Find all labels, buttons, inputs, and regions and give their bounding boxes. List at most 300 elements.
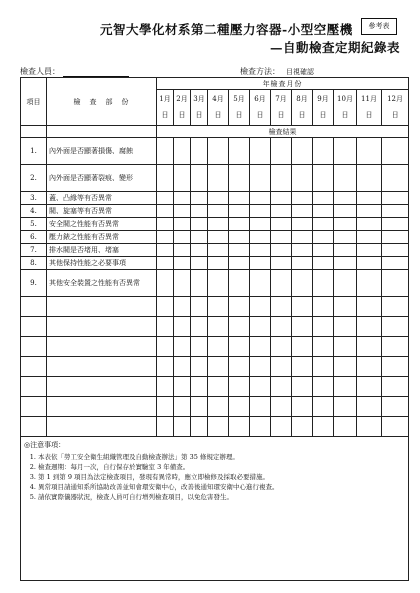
- note-item: 3. 第 1 到第 9 項目為法定檢查項目，發現有異常時，應立即檢修及採取必要措施。: [38, 472, 408, 482]
- method-field: [240, 66, 314, 77]
- item-description: [47, 297, 157, 317]
- result-cell[interactable]: [157, 231, 174, 244]
- month-header-2: [174, 90, 191, 126]
- result-cell[interactable]: [229, 337, 250, 357]
- day-unit-label: 日: [235, 110, 243, 119]
- result-cell[interactable]: [208, 297, 229, 317]
- result-cell[interactable]: [191, 257, 208, 270]
- result-cell[interactable]: [271, 417, 292, 437]
- item-number: [21, 417, 47, 437]
- results-label: 檢查結果: [157, 126, 409, 138]
- result-cell[interactable]: [191, 192, 208, 205]
- notes-title: ◎注意事項：: [24, 441, 66, 449]
- col-header-months-title: 年檢查月份: [157, 78, 409, 90]
- result-cell[interactable]: [250, 417, 271, 437]
- result-cell[interactable]: [313, 257, 334, 270]
- result-cell[interactable]: [382, 270, 409, 297]
- month-header-8: [292, 90, 313, 126]
- result-cell[interactable]: [229, 270, 250, 297]
- result-cell[interactable]: [334, 165, 357, 192]
- day-unit-label: 日: [319, 110, 327, 119]
- table-row: [21, 257, 409, 270]
- result-cell[interactable]: [157, 218, 174, 231]
- result-cell[interactable]: [357, 270, 382, 297]
- result-cell[interactable]: [271, 192, 292, 205]
- item-number: 2.: [21, 165, 47, 192]
- reference-badge: 參考表: [361, 18, 397, 35]
- blank-row: [21, 357, 409, 377]
- result-cell[interactable]: [313, 165, 334, 192]
- result-cell[interactable]: [191, 205, 208, 218]
- result-cell[interactable]: [250, 357, 271, 377]
- item-description: 內外面是否顯著損傷、腐蝕: [47, 138, 157, 165]
- item-number: 5.: [21, 218, 47, 231]
- result-cell[interactable]: [174, 377, 191, 397]
- result-cell[interactable]: [271, 337, 292, 357]
- result-cell[interactable]: [357, 138, 382, 165]
- item-number: [21, 317, 47, 337]
- blank-row: [21, 337, 409, 357]
- item-description: [47, 397, 157, 417]
- result-cell[interactable]: [313, 377, 334, 397]
- result-cell[interactable]: [357, 397, 382, 417]
- result-cell[interactable]: [357, 377, 382, 397]
- day-unit-label: 日: [214, 110, 222, 119]
- result-cell[interactable]: [174, 205, 191, 218]
- result-cell[interactable]: [229, 257, 250, 270]
- item-number: 6.: [21, 231, 47, 244]
- result-cell[interactable]: [250, 397, 271, 417]
- result-cell[interactable]: [357, 165, 382, 192]
- month-header-11: [357, 90, 382, 126]
- month-label: 6月: [254, 94, 266, 103]
- result-cell[interactable]: [357, 357, 382, 377]
- inspector-label: 檢查人員：: [20, 67, 60, 76]
- day-unit-label: 日: [277, 110, 285, 119]
- result-cell[interactable]: [334, 357, 357, 377]
- result-cell[interactable]: [313, 192, 334, 205]
- result-cell[interactable]: [250, 231, 271, 244]
- result-cell[interactable]: [250, 138, 271, 165]
- result-cell[interactable]: [174, 244, 191, 257]
- inspector-field: [20, 66, 129, 77]
- result-cell[interactable]: [229, 297, 250, 317]
- day-unit-label: 日: [365, 110, 373, 119]
- month-label: 8月: [296, 94, 308, 103]
- result-cell[interactable]: [313, 337, 334, 357]
- table-row: [21, 205, 409, 218]
- result-cell[interactable]: [382, 337, 409, 357]
- note-item: 2. 檢查週期：每月一次，自行保存於實驗室 3 年備查。: [38, 462, 408, 472]
- result-cell[interactable]: [174, 218, 191, 231]
- result-cell[interactable]: [271, 218, 292, 231]
- result-cell[interactable]: [229, 205, 250, 218]
- month-header-9: [313, 90, 334, 126]
- result-cell[interactable]: [157, 297, 174, 317]
- item-description: 閥、旋塞等有否異常: [47, 205, 157, 218]
- result-cell[interactable]: [250, 297, 271, 317]
- result-cell[interactable]: [271, 377, 292, 397]
- result-cell[interactable]: [250, 244, 271, 257]
- result-cell[interactable]: [157, 417, 174, 437]
- result-cell[interactable]: [157, 357, 174, 377]
- result-cell[interactable]: [174, 297, 191, 317]
- result-cell[interactable]: [250, 337, 271, 357]
- result-cell[interactable]: [250, 218, 271, 231]
- item-number: 1.: [21, 138, 47, 165]
- result-cell[interactable]: [271, 231, 292, 244]
- result-cell[interactable]: [229, 357, 250, 377]
- result-cell[interactable]: [334, 337, 357, 357]
- result-cell[interactable]: [191, 165, 208, 192]
- month-label: 3月: [193, 94, 205, 103]
- result-cell[interactable]: [157, 270, 174, 297]
- note-item: 5. 請依實際儀器狀況，檢查人員可自行增列檢查項目，以免危害發生。: [38, 492, 408, 502]
- result-cell[interactable]: [191, 337, 208, 357]
- table-row: [21, 231, 409, 244]
- item-number: [21, 397, 47, 417]
- item-description: [47, 417, 157, 437]
- item-description: 其他保持性能之必要事項: [47, 257, 157, 270]
- result-cell[interactable]: [292, 257, 313, 270]
- result-cell[interactable]: [174, 397, 191, 417]
- table-row: [21, 192, 409, 205]
- result-cell[interactable]: [334, 417, 357, 437]
- result-cell[interactable]: [208, 357, 229, 377]
- result-cell[interactable]: [174, 192, 191, 205]
- results-blank-item: [21, 126, 47, 138]
- result-cell[interactable]: [292, 357, 313, 377]
- item-description: [47, 337, 157, 357]
- item-description: 內外面是否顯著裂痕、變形: [47, 165, 157, 192]
- result-cell[interactable]: [382, 317, 409, 337]
- month-header-1: [157, 90, 174, 126]
- result-cell[interactable]: [357, 257, 382, 270]
- result-cell[interactable]: [313, 205, 334, 218]
- result-cell[interactable]: [229, 397, 250, 417]
- blank-row: [21, 297, 409, 317]
- month-label: 12月: [387, 94, 404, 103]
- result-cell[interactable]: [229, 244, 250, 257]
- result-cell[interactable]: [271, 397, 292, 417]
- result-cell[interactable]: [382, 231, 409, 244]
- result-cell[interactable]: [208, 270, 229, 297]
- blank-row: [21, 377, 409, 397]
- result-cell[interactable]: [357, 244, 382, 257]
- result-cell[interactable]: [271, 297, 292, 317]
- day-unit-label: 日: [298, 110, 306, 119]
- result-cell[interactable]: [292, 231, 313, 244]
- result-cell[interactable]: [357, 218, 382, 231]
- result-cell[interactable]: [292, 377, 313, 397]
- result-cell[interactable]: [334, 218, 357, 231]
- blank-row: [21, 397, 409, 417]
- table-row: [21, 218, 409, 231]
- result-cell[interactable]: [191, 244, 208, 257]
- result-cell[interactable]: [334, 257, 357, 270]
- result-cell[interactable]: [357, 317, 382, 337]
- col-header-part: 檢 查 部 份: [47, 78, 157, 126]
- result-cell[interactable]: [271, 244, 292, 257]
- item-description: 蓋、凸緣等有否異常: [47, 192, 157, 205]
- result-cell[interactable]: [250, 377, 271, 397]
- result-cell[interactable]: [229, 377, 250, 397]
- day-unit-label: 日: [195, 110, 203, 119]
- blank-row: [21, 417, 409, 437]
- table-row: [21, 165, 409, 192]
- result-cell[interactable]: [229, 317, 250, 337]
- month-label: 9月: [317, 94, 329, 103]
- result-cell[interactable]: [357, 231, 382, 244]
- form-subtitle: —自動檢查定期紀錄表: [270, 40, 401, 55]
- result-cell[interactable]: [334, 192, 357, 205]
- month-label: 1月: [159, 94, 171, 103]
- result-cell[interactable]: [357, 417, 382, 437]
- result-cell[interactable]: [191, 357, 208, 377]
- result-cell[interactable]: [292, 218, 313, 231]
- result-cell[interactable]: [357, 337, 382, 357]
- result-cell[interactable]: [157, 397, 174, 417]
- note-item: 1. 本表依「勞工安全衛生組織管理及自動檢查辦法」第 35 條規定辦理。: [38, 452, 408, 462]
- method-value: 目視確認: [286, 68, 314, 76]
- result-cell[interactable]: [357, 297, 382, 317]
- result-cell[interactable]: [382, 244, 409, 257]
- result-cell[interactable]: [229, 231, 250, 244]
- month-header-10: [334, 90, 357, 126]
- month-header-5: [229, 90, 250, 126]
- result-cell[interactable]: [334, 317, 357, 337]
- result-cell[interactable]: [250, 257, 271, 270]
- result-cell[interactable]: [292, 270, 313, 297]
- result-cell[interactable]: [157, 192, 174, 205]
- item-description: 排水閥是否堵用、堵塞: [47, 244, 157, 257]
- result-cell[interactable]: [191, 397, 208, 417]
- result-cell[interactable]: [292, 297, 313, 317]
- result-cell[interactable]: [334, 397, 357, 417]
- result-cell[interactable]: [250, 317, 271, 337]
- result-cell[interactable]: [157, 337, 174, 357]
- result-cell[interactable]: [157, 165, 174, 192]
- result-cell[interactable]: [334, 231, 357, 244]
- result-cell[interactable]: [271, 270, 292, 297]
- result-cell[interactable]: [157, 317, 174, 337]
- table-row: [21, 270, 409, 297]
- result-cell[interactable]: [313, 417, 334, 437]
- result-cell[interactable]: [191, 138, 208, 165]
- result-cell[interactable]: [191, 317, 208, 337]
- item-description: 其他安全裝置之性能有否異常: [47, 270, 157, 297]
- result-cell[interactable]: [208, 317, 229, 337]
- note-item: 4. 異常項目請通知系所協助改善並知會環安衛中心，改善後通知環安衛中心進行複查。: [38, 482, 408, 492]
- result-cell[interactable]: [334, 270, 357, 297]
- table-row: [21, 244, 409, 257]
- result-cell[interactable]: [292, 317, 313, 337]
- result-cell[interactable]: [157, 205, 174, 218]
- method-label: 檢查方法：: [240, 67, 280, 76]
- result-cell[interactable]: [208, 377, 229, 397]
- result-cell[interactable]: [271, 165, 292, 192]
- inspector-signature-line[interactable]: [63, 68, 129, 77]
- result-cell[interactable]: [157, 138, 174, 165]
- month-label: 7月: [275, 94, 287, 103]
- result-cell[interactable]: [313, 297, 334, 317]
- item-number: 4.: [21, 205, 47, 218]
- result-cell[interactable]: [313, 138, 334, 165]
- result-cell[interactable]: [292, 337, 313, 357]
- result-cell[interactable]: [382, 165, 409, 192]
- result-cell[interactable]: [250, 165, 271, 192]
- result-cell[interactable]: [174, 270, 191, 297]
- result-cell[interactable]: [382, 257, 409, 270]
- month-header-12: [382, 90, 409, 126]
- result-cell[interactable]: [357, 205, 382, 218]
- result-cell[interactable]: [250, 205, 271, 218]
- result-cell[interactable]: [191, 218, 208, 231]
- result-cell[interactable]: [174, 165, 191, 192]
- blank-row: [21, 317, 409, 337]
- result-cell[interactable]: [357, 192, 382, 205]
- result-cell[interactable]: [174, 337, 191, 357]
- result-cell[interactable]: [174, 231, 191, 244]
- result-cell[interactable]: [292, 192, 313, 205]
- result-cell[interactable]: [191, 231, 208, 244]
- result-cell[interactable]: [313, 357, 334, 377]
- result-cell[interactable]: [271, 357, 292, 377]
- result-cell[interactable]: [382, 357, 409, 377]
- result-cell[interactable]: [382, 205, 409, 218]
- result-cell[interactable]: [334, 297, 357, 317]
- result-cell[interactable]: [157, 257, 174, 270]
- item-number: [21, 377, 47, 397]
- result-cell[interactable]: [208, 244, 229, 257]
- result-cell[interactable]: [229, 165, 250, 192]
- result-cell[interactable]: [174, 357, 191, 377]
- inspection-table: [20, 77, 409, 581]
- result-cell[interactable]: [229, 417, 250, 437]
- month-label: 10月: [337, 94, 353, 103]
- item-description: 安全閥之性能有否異常: [47, 218, 157, 231]
- notes-section: [21, 437, 409, 581]
- result-cell[interactable]: [191, 270, 208, 297]
- result-cell[interactable]: [292, 397, 313, 417]
- result-cell[interactable]: [271, 138, 292, 165]
- result-cell[interactable]: [334, 377, 357, 397]
- day-unit-label: 日: [391, 110, 399, 119]
- result-cell[interactable]: [208, 192, 229, 205]
- result-cell[interactable]: [229, 138, 250, 165]
- month-label: 5月: [233, 94, 245, 103]
- result-cell[interactable]: [208, 165, 229, 192]
- result-cell[interactable]: [208, 138, 229, 165]
- table-row: [21, 138, 409, 165]
- notes-list: [24, 452, 408, 502]
- result-cell[interactable]: [382, 138, 409, 165]
- result-cell[interactable]: [334, 138, 357, 165]
- form-title: 元智大學化材系第二種壓力容器-小型空壓機: [100, 22, 353, 37]
- result-cell[interactable]: [174, 138, 191, 165]
- item-number: 3.: [21, 192, 47, 205]
- result-cell[interactable]: [292, 138, 313, 165]
- item-number: 7.: [21, 244, 47, 257]
- day-unit-label: 日: [161, 110, 169, 119]
- month-label: 2月: [176, 94, 188, 103]
- result-cell[interactable]: [313, 244, 334, 257]
- result-cell[interactable]: [334, 244, 357, 257]
- month-header-7: [271, 90, 292, 126]
- item-number: 9.: [21, 270, 47, 297]
- result-cell[interactable]: [208, 417, 229, 437]
- day-unit-label: 日: [178, 110, 186, 119]
- item-description: [47, 317, 157, 337]
- result-cell[interactable]: [208, 337, 229, 357]
- result-cell[interactable]: [174, 317, 191, 337]
- item-number: [21, 297, 47, 317]
- month-header-6: [250, 90, 271, 126]
- result-cell[interactable]: [229, 218, 250, 231]
- result-cell[interactable]: [229, 192, 250, 205]
- result-cell[interactable]: [271, 317, 292, 337]
- result-cell[interactable]: [313, 231, 334, 244]
- result-cell[interactable]: [382, 192, 409, 205]
- result-cell[interactable]: [208, 218, 229, 231]
- result-cell[interactable]: [313, 270, 334, 297]
- result-cell[interactable]: [174, 257, 191, 270]
- item-number: [21, 337, 47, 357]
- result-cell[interactable]: [191, 297, 208, 317]
- result-cell[interactable]: [271, 205, 292, 218]
- result-cell[interactable]: [382, 377, 409, 397]
- col-header-item: 項目: [21, 78, 47, 126]
- result-cell[interactable]: [382, 417, 409, 437]
- result-cell[interactable]: [157, 377, 174, 397]
- result-cell[interactable]: [157, 244, 174, 257]
- item-number: 8.: [21, 257, 47, 270]
- result-cell[interactable]: [208, 257, 229, 270]
- result-cell[interactable]: [382, 218, 409, 231]
- item-description: [47, 357, 157, 377]
- result-cell[interactable]: [191, 417, 208, 437]
- item-description: 壓力錶之性能有否異常: [47, 231, 157, 244]
- result-cell[interactable]: [208, 205, 229, 218]
- result-cell[interactable]: [313, 218, 334, 231]
- result-cell[interactable]: [313, 317, 334, 337]
- result-cell[interactable]: [292, 205, 313, 218]
- result-cell[interactable]: [292, 244, 313, 257]
- month-label: 11月: [361, 94, 377, 103]
- month-header-3: [191, 90, 208, 126]
- result-cell[interactable]: [250, 192, 271, 205]
- result-cell[interactable]: [191, 377, 208, 397]
- month-label: 4月: [212, 94, 224, 103]
- result-cell[interactable]: [382, 397, 409, 417]
- result-cell[interactable]: [208, 231, 229, 244]
- item-number: [21, 357, 47, 377]
- result-cell[interactable]: [292, 165, 313, 192]
- day-unit-label: 日: [256, 110, 264, 119]
- result-cell[interactable]: [313, 397, 334, 417]
- day-unit-label: 日: [341, 110, 349, 119]
- item-description: [47, 377, 157, 397]
- result-cell[interactable]: [250, 270, 271, 297]
- result-cell[interactable]: [334, 205, 357, 218]
- result-cell[interactable]: [271, 257, 292, 270]
- result-cell[interactable]: [208, 397, 229, 417]
- result-cell[interactable]: [382, 297, 409, 317]
- result-cell[interactable]: [174, 417, 191, 437]
- month-header-4: [208, 90, 229, 126]
- result-cell[interactable]: [292, 417, 313, 437]
- results-blank-part: [47, 126, 157, 138]
